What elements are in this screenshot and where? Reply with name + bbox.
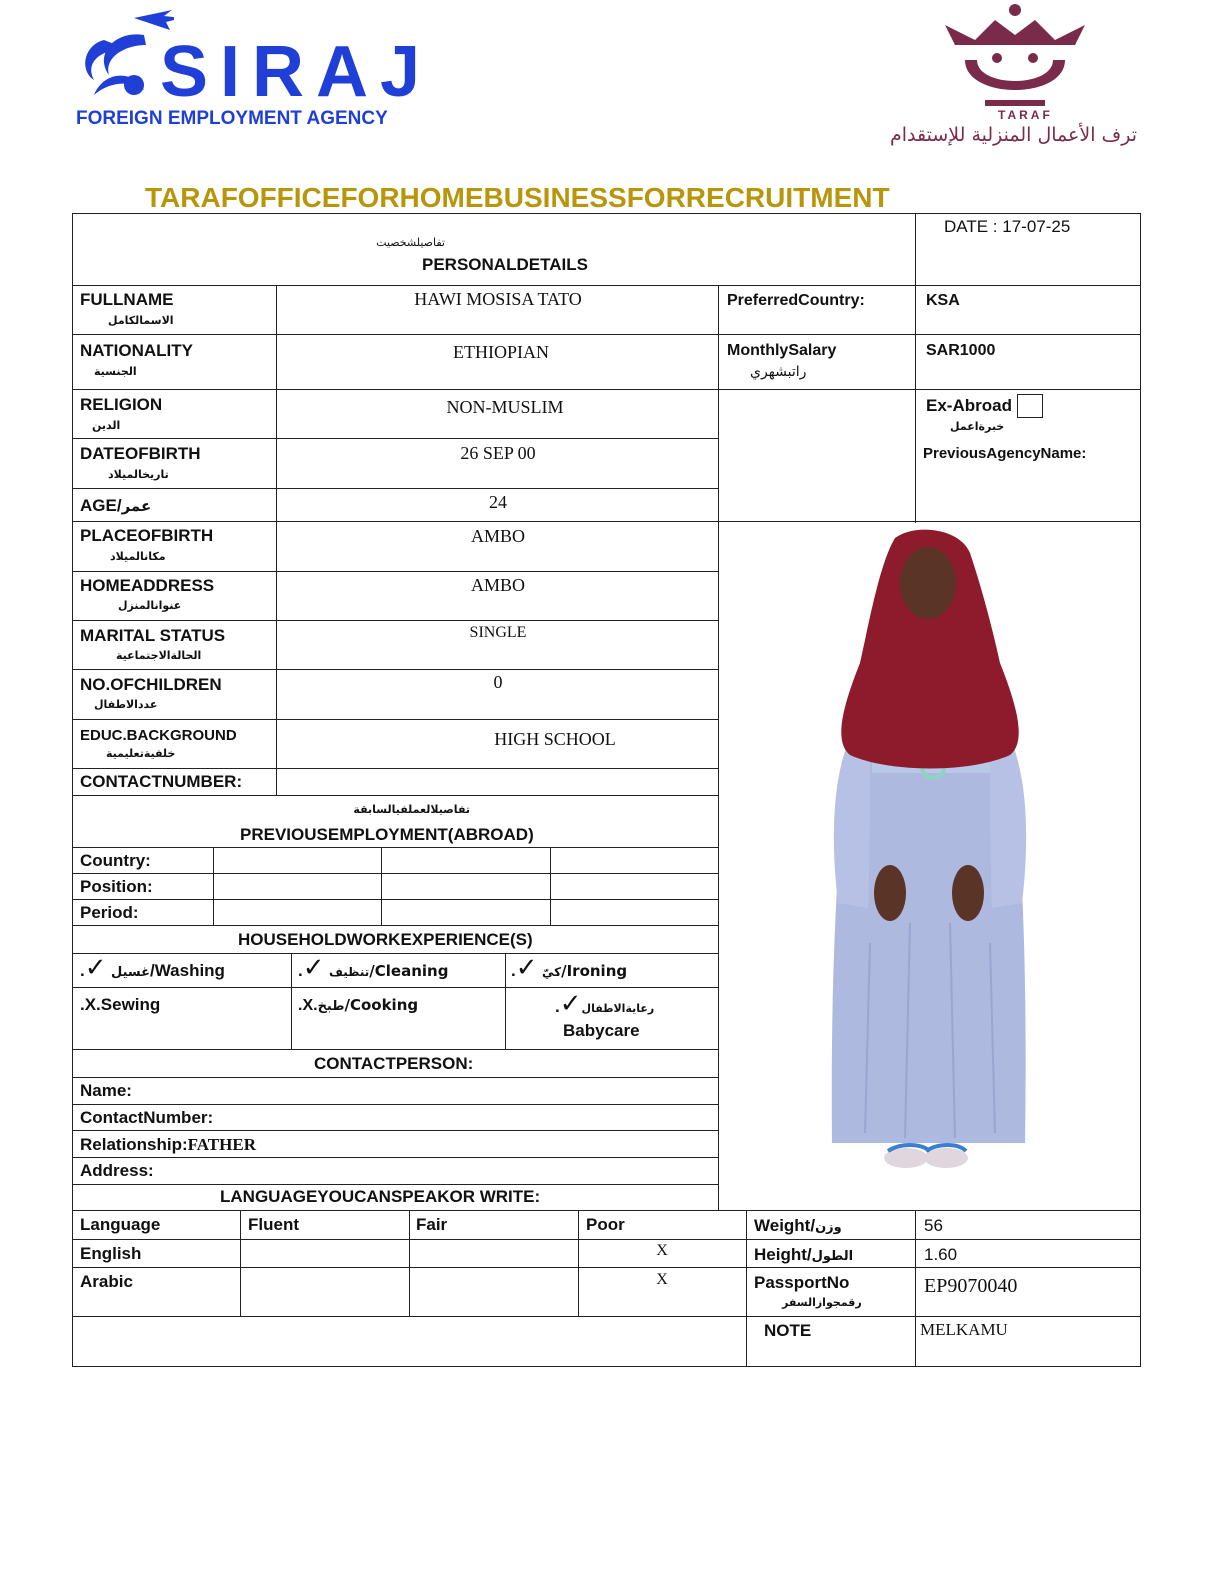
previous-agency-label: PreviousAgencyName: bbox=[923, 445, 1087, 462]
passport-label: PassportNo bbox=[754, 1273, 850, 1292]
monthly-salary-arabic: راتبشهري bbox=[750, 364, 807, 380]
lang-arabic: Arabic bbox=[80, 1272, 133, 1291]
marital-label: MARITAL STATUS bbox=[80, 626, 226, 645]
skill-babycare-label: Babycare bbox=[563, 1021, 640, 1040]
ex-abroad-label: Ex-Abroad bbox=[926, 396, 1012, 415]
religion-value: NON-MUSLIM bbox=[446, 397, 564, 417]
marital-arabic: الحالةالاجتماعية bbox=[116, 649, 202, 662]
address-label: HOMEADDRESS bbox=[80, 576, 215, 595]
address-arabic: عنوانالمنزل bbox=[118, 599, 182, 612]
religion-arabic: الدين bbox=[92, 419, 121, 432]
personal-details-title: PERSONALDETAILS bbox=[422, 255, 588, 274]
nationality-value: ETHIOPIAN bbox=[453, 342, 549, 362]
lang-english-poor: X bbox=[656, 1242, 668, 1259]
taraf-logo bbox=[830, 0, 1200, 150]
monthly-salary-value: SAR1000 bbox=[926, 342, 996, 359]
prev-period-label: Period: bbox=[80, 903, 139, 922]
candidate-figure bbox=[720, 523, 1139, 1209]
education-arabic: خلفيةتعليمية bbox=[106, 747, 176, 760]
language-title: LANGUAGEYOUCANSPEAKOR WRITE: bbox=[220, 1187, 541, 1206]
education-label: EDUC.BACKGROUND bbox=[80, 727, 237, 744]
fullname-arabic: الاسمالكامل bbox=[108, 314, 174, 327]
contact-relationship: Relationship:FATHER bbox=[80, 1135, 256, 1154]
crown-icon bbox=[925, 0, 1105, 120]
lang-english: English bbox=[80, 1244, 142, 1263]
lang-header-fluent: Fluent bbox=[248, 1215, 299, 1234]
ex-abroad-arabic: خبرةاعمل bbox=[950, 420, 1005, 433]
note-value: MELKAMU bbox=[920, 1320, 1008, 1339]
contact-address-label: Address: bbox=[80, 1161, 154, 1180]
skill-washing: .✓ غسيل/Washing bbox=[80, 953, 225, 983]
check-icon: ✓ bbox=[302, 953, 325, 983]
education-value: HIGH SCHOOL bbox=[494, 729, 616, 749]
siraj-tagline: FOREIGN EMPLOYMENT AGENCY bbox=[76, 108, 388, 129]
skill-babycare: .✓رعايةالاطفال bbox=[555, 989, 655, 1019]
lang-header-language: Language bbox=[80, 1215, 161, 1234]
weight-label: Weight/وزن bbox=[754, 1216, 842, 1235]
pob-label: PLACEOFBIRTH bbox=[80, 526, 214, 545]
siraj-logo bbox=[74, 0, 433, 140]
prev-employment-arabic: تفاصيلالعملفيالسابقة bbox=[353, 803, 470, 816]
preferred-country-label: PreferredCountry: bbox=[727, 292, 865, 309]
ex-abroad-checkbox[interactable] bbox=[1017, 394, 1043, 418]
skill-sewing: .X.Sewing bbox=[80, 995, 161, 1014]
siraj-brand: SIRAJ bbox=[160, 32, 433, 112]
age-value: 24 bbox=[489, 492, 507, 512]
candidate-photo bbox=[720, 523, 1139, 1209]
pob-value: AMBO bbox=[470, 526, 525, 546]
age-label-text: AGE/ bbox=[80, 496, 122, 515]
monthly-salary-label: MonthlySalary bbox=[727, 342, 837, 359]
prev-employment-title: PREVIOUSEMPLOYMENT(ABROAD) bbox=[240, 825, 534, 844]
household-title: HOUSEHOLDWORKEXPERIENCE(S) bbox=[238, 930, 533, 949]
contact-number-label: CONTACTNUMBER: bbox=[80, 772, 243, 791]
contact-phone-label: ContactNumber: bbox=[80, 1108, 214, 1127]
preferred-country-value: KSA bbox=[926, 292, 960, 309]
form-date: DATE : 17-07-25 bbox=[944, 217, 1071, 236]
fullname-value: HAWI MOSISA TATO bbox=[414, 289, 582, 309]
check-icon: ✓ bbox=[515, 953, 538, 983]
lang-header-poor: Poor bbox=[586, 1215, 625, 1234]
lang-header-fair: Fair bbox=[416, 1215, 448, 1234]
passport-value: EP9070040 bbox=[924, 1275, 1018, 1297]
dob-label: DATEOFBIRTH bbox=[80, 444, 201, 463]
lang-arabic-poor: X bbox=[656, 1271, 668, 1288]
age-arabic: عمر bbox=[121, 497, 152, 515]
dob-arabic: تاريخالميلاد bbox=[108, 468, 169, 481]
page-title: TARAFOFFICEFORHOMEBUSINESSFORRECRUITMENT bbox=[145, 182, 890, 213]
marital-value: SINGLE bbox=[469, 624, 527, 641]
nationality-arabic: الجنسية bbox=[94, 365, 137, 378]
contact-name-label: Name: bbox=[80, 1081, 132, 1100]
personal-details-arabic: تفاصيلشخصيت bbox=[376, 236, 445, 249]
passport-arabic: رقمجوازالسفر bbox=[782, 1296, 862, 1309]
children-value: 0 bbox=[493, 672, 503, 692]
dob-value: 26 SEP 00 bbox=[460, 443, 536, 463]
prev-country-label: Country: bbox=[80, 851, 151, 870]
fullname-label: FULLNAME bbox=[80, 290, 174, 309]
weight-value: 56 bbox=[924, 1216, 943, 1235]
skill-cleaning: .✓ تنظيف/Cleaning bbox=[298, 953, 449, 983]
prev-position-label: Position: bbox=[80, 877, 153, 896]
skill-cooking: .X.طبخ/Cooking bbox=[298, 996, 419, 1014]
age-label bbox=[80, 497, 151, 515]
pob-arabic: مكانالميلاد bbox=[110, 550, 166, 563]
contact-person-title: CONTACTPERSON: bbox=[314, 1054, 474, 1073]
check-icon: ✓ bbox=[84, 953, 107, 983]
taraf-arabic-name: ترف الأعمال المنزلية للإستقدام bbox=[890, 124, 1137, 146]
children-arabic: عددالاطفال bbox=[94, 698, 158, 711]
skill-ironing: .✓ كيّ/Ironing bbox=[511, 953, 628, 983]
check-icon: ✓ bbox=[559, 989, 582, 1019]
height-value: 1.60 bbox=[924, 1245, 958, 1264]
children-label: NO.OFCHILDREN bbox=[80, 675, 222, 694]
note-label: NOTE bbox=[764, 1321, 812, 1340]
siraj-emblem-icon bbox=[74, 0, 174, 110]
nationality-label: NATIONALITY bbox=[80, 341, 194, 360]
taraf-brand: TARAF bbox=[998, 108, 1053, 122]
religion-label: RELIGION bbox=[80, 395, 163, 414]
address-value: AMBO bbox=[470, 575, 525, 595]
height-label: Height/الطول bbox=[754, 1245, 854, 1264]
